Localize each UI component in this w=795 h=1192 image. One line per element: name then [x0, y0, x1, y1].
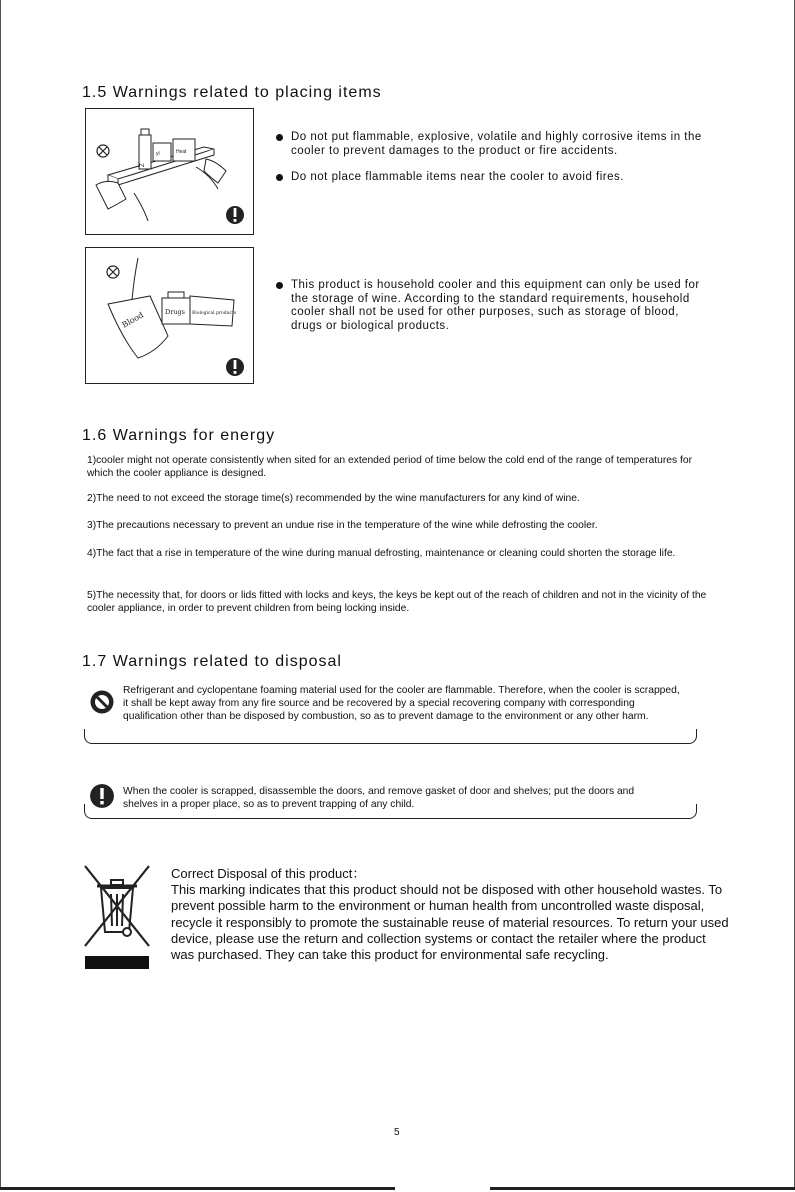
flammable-items-illustration: [86, 109, 253, 234]
section-heading-energy: 1.6 Warnings for energy: [82, 427, 276, 444]
figure-biological-storage: [85, 247, 254, 384]
jar-label: yl: [156, 151, 160, 157]
energy-item: 3)The precautions necessary to prevent an undue rise in the temperature of the wine while defrosting the cooler.: [87, 520, 598, 531]
energy-item: 4)The fact that a rise in temperature of the wine during manual defrosting, maintenance or cleaning could shorten the storage life.: [87, 548, 676, 559]
placing-bullets-1: [275, 131, 705, 198]
warning-icon: [226, 206, 244, 224]
no-fire-icon: [90, 690, 114, 714]
section-heading-placing: 1.5 Warnings related to placing items: [82, 84, 382, 101]
bottle-label: Z: [140, 163, 146, 167]
biological-storage-illustration: [86, 248, 253, 383]
bullet-item: Do not place flammable items near the cooler to avoid fires.: [275, 171, 705, 185]
warning-icon: [226, 358, 244, 376]
box-label: Heat: [176, 149, 187, 155]
disposal-note-doors: When the cooler is scrapped, disassemble the doors, and remove gasket of door and shelves; put the doors and shelves in a proper place, so as to prevent trapping of any child.: [123, 786, 635, 810]
page-number: 5: [394, 1127, 400, 1138]
weee-disposal-text: [171, 866, 731, 963]
prohibited-icon: [107, 266, 119, 278]
blood-label: Blood: [120, 310, 146, 330]
bottom-rule: [0, 1187, 795, 1190]
section-heading-disposal: 1.7 Warnings related to disposal: [82, 653, 342, 670]
bullet-item: Do not put flammable, explosive, volatile and highly corrosive items in the cooler to prevent damages to the product or fire accidents.: [275, 131, 705, 158]
note-bracket: [84, 729, 697, 744]
figure-flammable-items: [85, 108, 254, 235]
prohibited-icon: [97, 145, 109, 157]
drugs-label: Drugs: [165, 308, 186, 316]
bullet-item: This product is household cooler and this equipment can only be used for the storage of wine. According to the standard requirements, household cooler shall not be used for other purposes, such as storage of blood, drugs or biological products.: [275, 279, 710, 333]
weee-title: Correct Disposal of this product：: [171, 866, 366, 881]
weee-crossed-bin-icon: [81, 862, 153, 972]
placing-bullets-2: [275, 279, 710, 346]
disposal-note-flammable: Refrigerant and cyclopentane foaming material used for the cooler are flammable. Therefore, when the cooler is scrapped, it shall be kept away from any fire source and be recovered by a special recovering company with corresponding qualification other than be disposed by combustion, so as to prevent damage to the environment or any other harm.: [123, 685, 680, 722]
biological-products-label: Biological products: [192, 311, 237, 316]
note-bracket: [84, 804, 697, 819]
energy-item: 2)The need to not exceed the storage time(s) recommended by the wine manufacturers for any kind of wine.: [87, 493, 580, 504]
energy-item: 5)The necessity that, for doors or lids fitted with locks and keys, the keys be kept out of the reach of children and not in the vicinity of the cooler appliance, in order to prevent children from being locking inside.: [87, 590, 707, 614]
weee-body: This marking indicates that this product should not be disposed with other household wastes. To prevent possible harm to the environment or human health from uncontrolled waste disposal, recycle it responsibly to promote the sustainable reuse of material resources. To return your used device, please use the return and collection systems or contact the retailer where the product was purchased. They can take this product for environmental safe recycling.: [171, 882, 729, 963]
energy-item: 1)cooler might not operate consistently when sited for an extended period of time below the cold end of the range of temperatures for which the cooler appliance is designed.: [87, 455, 693, 479]
